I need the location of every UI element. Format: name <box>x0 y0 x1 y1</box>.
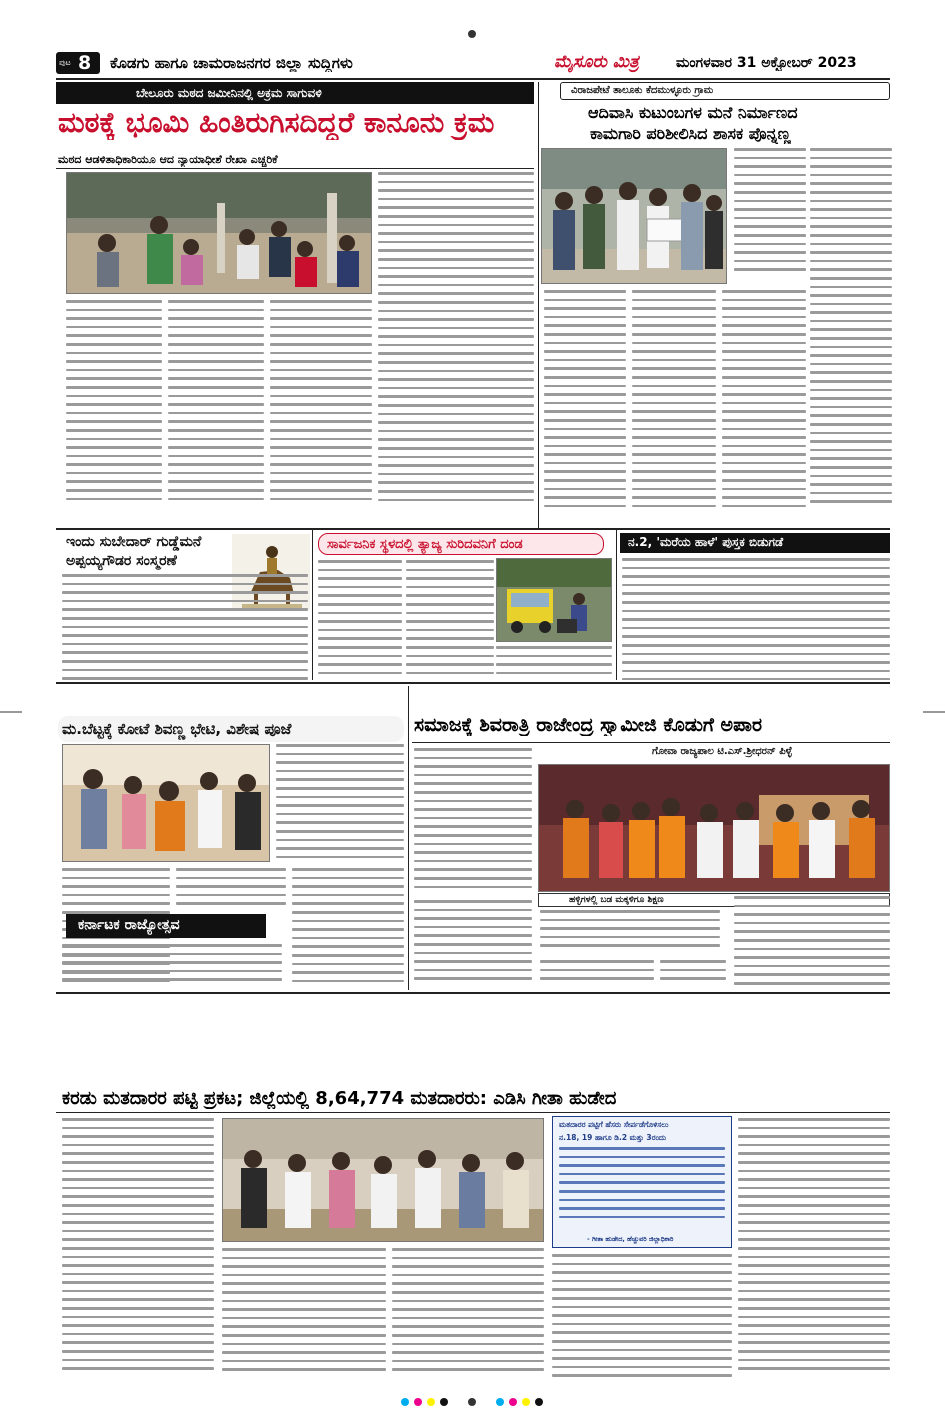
story1-text-col3 <box>270 300 372 524</box>
story9-box-title: ಮತದಾರರ ಪಟ್ಟಿಗೆ ಹೆಸರು ಸೇರ್ಪಡೆಗೊಳಿಸಲು <box>559 1120 669 1129</box>
story7-subhead: ಗೋವಾ ರಾಜ್ಯಪಾಲ ಟಿ.ಎಸ್.ಶ್ರೀಧರನ್ ಪಿಳ್ಳೆ <box>652 746 793 757</box>
story6-text-col4 <box>292 868 404 988</box>
story5-text <box>622 558 890 680</box>
story1-text-col1 <box>66 300 162 524</box>
story7-caption: ಹಳ್ಳಿಗಳಲ್ಲಿ ಬಡ ಮಕ್ಕಳಿಗೂ ಶಿಕ್ಷಣ <box>569 895 664 905</box>
story7-text-col1 <box>414 748 532 892</box>
story2-text-col2 <box>810 148 892 528</box>
story9-text-col1 <box>62 1118 214 1388</box>
story9-box-line: ನ.18, 19 ಹಾಗೂ ಡಿ.2 ಮತ್ತು 3ರಂದು <box>559 1133 667 1142</box>
page-number: 8 <box>78 52 92 74</box>
section-rule-2 <box>56 682 890 684</box>
story1-text-col2 <box>168 300 264 524</box>
story6-text-col1 <box>276 744 404 864</box>
story7-text-col5 <box>660 960 726 990</box>
story2-text-col4 <box>632 290 716 528</box>
story9-headline: ಕರಡು ಮತದಾರರ ಪಟ್ಟಿ ಪ್ರಕಟ; ಜಿಲ್ಲೆಯಲ್ಲಿ 8,64,774 ಮತದಾರರು: ಎಡಿಸಿ ಗೀತಾ ಹುಡೇದ <box>62 1088 617 1109</box>
story2-text-col5 <box>722 290 806 528</box>
story3-headline-2: ಅಪ್ಪಯ್ಯಗೌಡರ ಸಂಸ್ಮರಣೆ <box>66 553 177 569</box>
story8-headline-bar <box>66 914 266 938</box>
column-divider-2 <box>312 530 313 680</box>
story4-headline-bar <box>318 533 604 555</box>
story3-text <box>62 574 308 682</box>
story9-text-col5 <box>738 1118 890 1388</box>
story7-rule <box>412 742 890 743</box>
column-divider-1 <box>538 82 539 528</box>
story1-subhead: ಮಠದ ಆಡಳಿತಾಧಿಕಾರಿಯೂ ಆದ ನ್ಯಾಯಾಧೀಶೆ ರೇಖಾ ಎಚ್ಚರಿಕೆ <box>58 153 278 166</box>
story2-headline-1: ಆದಿವಾಸಿ ಕುಟುಂಬಗಳ ಮನೆ ನಿರ್ಮಾಣದ <box>588 103 798 122</box>
paper-name: ಮೈಸೂರು ಮಿತ್ರ <box>554 52 639 72</box>
story1-kicker-bar <box>56 82 534 104</box>
story4-text-col3 <box>496 646 612 680</box>
masthead-date: ಮಂಗಳವಾರ 31 ಅಕ್ಟೋಬರ್ 2023 <box>676 55 857 71</box>
story9-box-sign: - ಗೀತಾ ಹುಡೇದ, ಹೆಚ್ಚುವರಿ ಜಿಲ್ಲಾಧಿಕಾರಿ <box>587 1235 674 1243</box>
story4-text-col2 <box>406 560 494 678</box>
section-title: ಕೊಡಗು ಹಾಗೂ ಚಾಮರಾಜನಗರ ಜಿಲ್ಲಾ ಸುದ್ದಿಗಳು <box>110 54 353 72</box>
story1-text-col4 <box>378 172 534 524</box>
story1-photo <box>66 172 372 294</box>
story4-text-col1 <box>318 560 402 678</box>
story7-photo <box>538 764 890 892</box>
story1-kicker: ಬೇಲೂರು ಮಠದ ಜಮೀನಿನಲ್ಲಿ ಅಕ್ರಮ ಸಾಗುವಳಿ <box>136 86 322 100</box>
story6-headline-bar <box>58 716 404 742</box>
story5-headline-bar <box>620 533 890 553</box>
story9-box-text <box>559 1147 725 1229</box>
story8-text <box>62 944 282 992</box>
story4-photo <box>496 558 612 642</box>
story9-text-col2 <box>222 1248 386 1388</box>
story2-text-col3 <box>544 290 626 528</box>
story1-headline: ಮಠಕ್ಕೆ ಭೂಮಿ ಹಿಂತಿರುಗಿಸದಿದ್ದರೆ ಕಾನೂನು ಕ್ರಮ <box>58 106 495 139</box>
story2-kicker-bar <box>560 82 890 100</box>
story3-headline-1: ಇಂದು ಸುಬೇದಾರ್ ಗುಡ್ಡೆಮನೆ <box>66 534 202 550</box>
story2-text-col1 <box>734 148 806 284</box>
story2-photo <box>541 148 727 284</box>
column-divider-3 <box>616 530 617 680</box>
section-rule-3 <box>56 992 890 994</box>
story7-text-col2 <box>414 900 532 990</box>
masthead <box>48 50 898 76</box>
story7-text-col6 <box>734 896 890 990</box>
story9-info-box <box>552 1116 732 1248</box>
story5-headline: ನ.2, 'ಮರೆಯ ಹಾಳೆ' ಪುಸ್ತಕ ಬಿಡುಗಡೆ <box>628 535 784 549</box>
story8-headline: ಕರ್ನಾಟಕ ರಾಜ್ಯೋತ್ಸವ <box>78 917 180 933</box>
story9-text-col3 <box>392 1248 544 1388</box>
story9-rule <box>56 1112 890 1113</box>
story6-text-col3 <box>176 868 286 912</box>
story9-text-col4 <box>552 1254 732 1388</box>
story2-headline-2: ಕಾಮಗಾರಿ ಪರಿಶೀಲಿಸಿದ ಶಾಸಕ ಪೊನ್ನಣ್ಣ <box>590 124 792 143</box>
story6-photo <box>62 744 270 862</box>
story2-kicker: ವಿರಾಜಪೇಟೆ ತಾಲೂಕು ಕೆದಮುಳ್ಳೂರು ಗ್ರಾಮ <box>571 85 714 96</box>
story4-headline: ಸಾರ್ವಜನಿಕ ಸ್ಥಳದಲ್ಲಿ ತ್ಯಾಜ್ಯ ಸುರಿದವನಿಗೆ ದಂಡ <box>327 537 523 552</box>
story7-headline: ಸಮಾಜಕ್ಕೆ ಶಿವರಾತ್ರಿ ರಾಜೇಂದ್ರ ಸ್ವಾಮೀಜಿ ಕೊಡುಗೆ ಅಪಾರ <box>414 714 763 736</box>
section-rule-1 <box>56 528 890 530</box>
page-label: ಪುಟ <box>59 58 71 67</box>
masthead-rule <box>56 78 890 80</box>
story7-text-col4 <box>540 960 654 990</box>
story7-text-col3 <box>540 910 720 956</box>
page-number-badge <box>56 52 100 74</box>
column-divider-4 <box>408 686 409 990</box>
story6-headline: ಮ.ಬೆಟ್ಟಕ್ಕೆ ಕೋಟೆ ಶಿವಣ್ಣ ಭೇಟಿ, ವಿಶೇಷ ಪೂಜೆ <box>62 720 292 738</box>
story9-photo <box>222 1118 544 1242</box>
story1-rule <box>56 168 534 169</box>
